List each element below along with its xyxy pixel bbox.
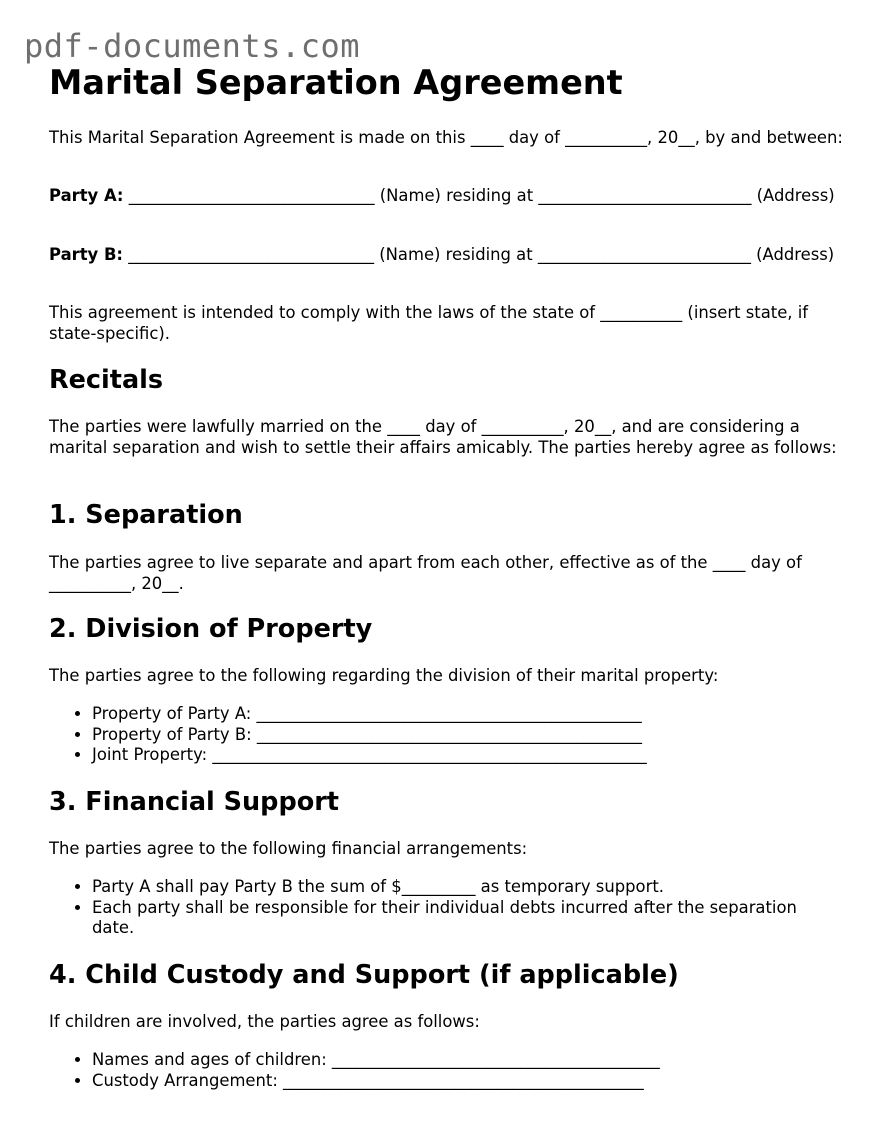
document-title: Marital Separation Agreement (49, 63, 623, 102)
custody-paragraph: If children are involved, the parties agree as follows: (49, 1012, 480, 1031)
custody-heading: 4. Child Custody and Support (if applicable) (49, 960, 679, 990)
financial-heading: 3. Financial Support (49, 787, 339, 817)
intro-paragraph: This Marital Separation Agreement is made on this ____ day of __________, 20__, by and between: (49, 128, 843, 147)
separation-heading: 1. Separation (49, 500, 243, 530)
list-item: • Property of Party B: _______________________________________________ (92, 725, 844, 746)
property-list (49, 704, 844, 766)
list-item: • Custody Arrangement: ____________________________________________ (92, 1071, 844, 1092)
party-b-label: Party B: (49, 245, 123, 264)
list-item: • Party A shall pay Party B the sum of $_________ as temporary support. (92, 877, 844, 898)
recitals-paragraph: The parties were lawfully married on the ____ day of __________, 20__, and are considering a marital separation and wish to settle their affairs amicably. The parties hereby agree as follows: (49, 417, 837, 457)
list-item: • Property of Party A: _______________________________________________ (92, 704, 844, 725)
property-heading: 2. Division of Property (49, 614, 373, 644)
list-item: • Names and ages of children: ________________________________________ (92, 1050, 844, 1071)
separation-paragraph: The parties agree to live separate and apart from each other, effective as of the ____ day of __________, 20__. (49, 553, 802, 593)
custody-list (49, 1050, 844, 1091)
list-item: • Joint Property: _____________________________________________________ (92, 745, 844, 766)
financial-list (49, 877, 844, 939)
party-b-text: ______________________________ (Name) residing at __________________________ (Address) (123, 245, 835, 264)
party-b-paragraph (49, 245, 844, 266)
law-clause-paragraph: This agreement is intended to comply with the laws of the state of __________ (insert state, if state-specific). (49, 303, 809, 343)
party-a-paragraph (49, 186, 844, 207)
party-a-label: Party A: (49, 186, 124, 205)
party-a-text: ______________________________ (Name) residing at __________________________ (Address) (123, 186, 835, 205)
recitals-heading: Recitals (49, 365, 164, 395)
list-item: • Each party shall be responsible for their individual debts incurred after the separation date. (92, 898, 844, 939)
financial-paragraph: The parties agree to the following financial arrangements: (49, 839, 528, 858)
watermark: pdf-documents.com (24, 27, 361, 65)
property-paragraph: The parties agree to the following regarding the division of their marital property: (49, 666, 719, 685)
